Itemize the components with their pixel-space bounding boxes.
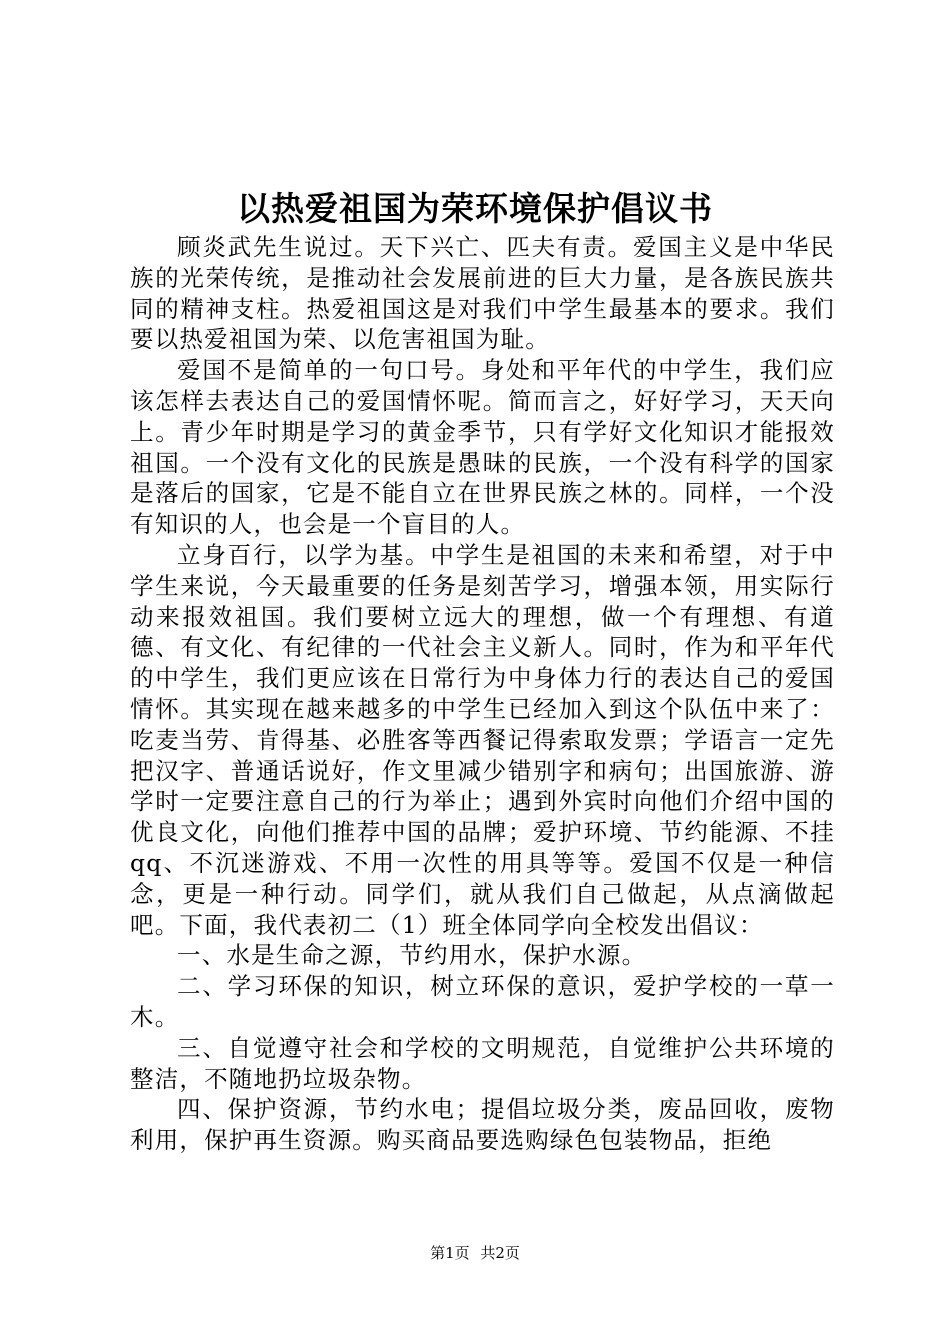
paragraph-patriotism: 爱国不是简单的一句口号。身处和平年代的中学生，我们应该怎样去表达自己的爱国情怀呢。简而言之，好好学习，天天向上。青少年时期是学习的黄金季节，只有学好文化知识才能报效祖国。一个没有文化的民族是愚昧的民族，一个没有科学的国家是落后的国家，它是不能自立在世界民族之林的。同样，一个没有知识的人，也会是一个盲目的人。 [130, 356, 835, 539]
proposal-item-3: 三、自觉遵守社会和学校的文明规范，自觉维护公共环境的整洁，不随地扔垃圾杂物。 [130, 1033, 835, 1093]
proposal-item-1: 一、水是生命之源，节约用水，保护水源。 [177, 941, 647, 970]
proposal-item-2: 二、学习环保的知识，树立环保的意识，爱护学校的一草一木。 [130, 972, 835, 1031]
paragraph-intro: 顾炎武先生说过。天下兴亡、匹夫有责。爱国主义是中华民族的光荣传统，是推动社会发展前进的巨大力量，是各族民族共同的精神支柱。热爱祖国这是对我们中学生最基本的要求。我们要以热爱祖国为荣、以危害祖国为耻。 [130, 233, 835, 354]
paragraph-study: 立身百行，以学为基。中学生是祖国的未来和希望，对于中学生来说，今天最重要的任务是刻苦学习，增强本领，用实际行动来报效祖国。我们要树立远大的理想，做一个有理想、有道德、有文化、有纪律的一代社会主义新人。同时，作为和平年代的中学生，我们更应该在日常行为中身体力行的表达自己的爱国情怀。其实现在越来越多的中学生已经加入到这个队伍中来了：吃麦当劳、肯得基、必胜客等西餐记得索取发票；学语言一定先把汉字、普通话说好，作文里减少错别字和病句；出国旅游、游学时一定要注意自己的行为举止；遇到外宾时向他们介绍中国的优良文化，向他们推荐中国的品牌；爱护环境、节约能源、不挂qq、不沉迷游戏、不用一次性的用具等等。爱国不仅是一种信念，更是一种行动。同学们，就从我们自己做起，从点滴做起吧。下面，我代表初二（1）班全体同学向全校发出倡议： [130, 540, 835, 939]
document-title: 以热爱祖国为荣环境保护倡议书 [237, 189, 713, 228]
page-total: 共2页 [480, 1244, 520, 1262]
proposal-item-4: 四、保护资源，节约水电；提倡垃圾分类，废品回收，废物利用，保护再生资源。购买商品要选购绿色包装物品，拒绝 [130, 1095, 835, 1155]
page-footer [0, 1243, 950, 1263]
document-body [130, 232, 835, 1156]
page-number: 第1页 [430, 1244, 470, 1262]
